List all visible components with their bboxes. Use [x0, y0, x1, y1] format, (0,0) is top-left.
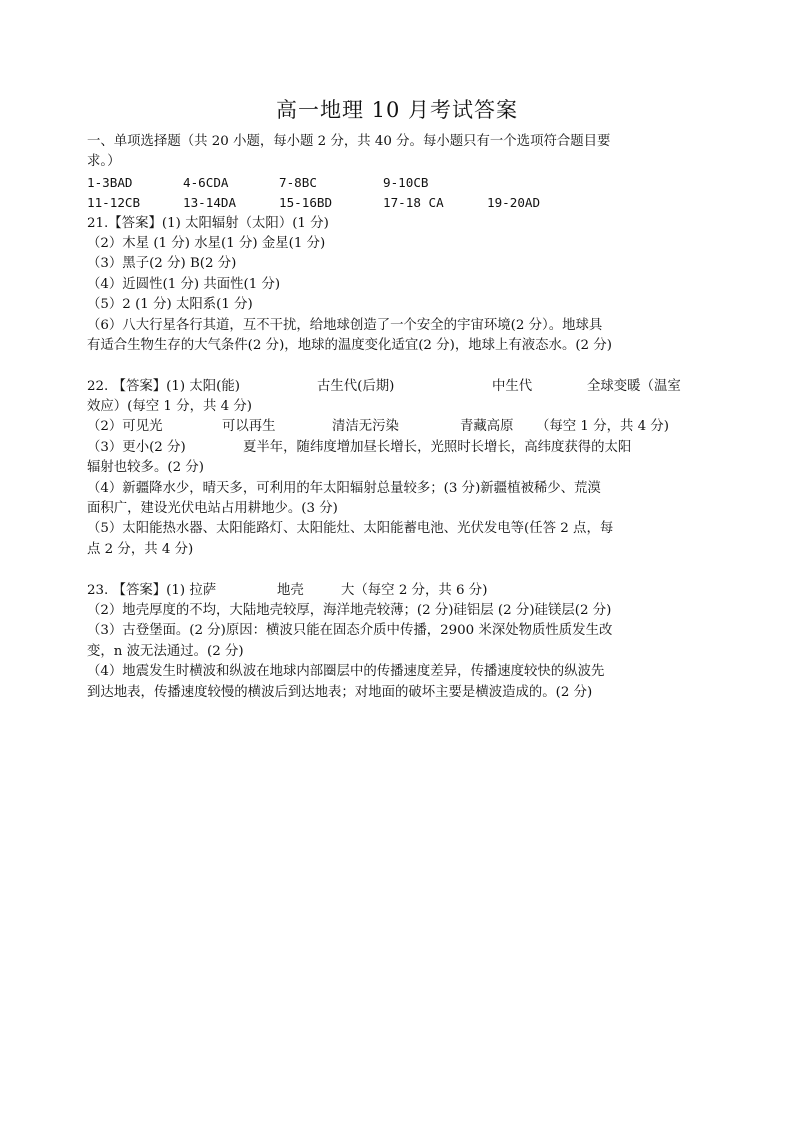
mc-answer: 17-18 CA — [383, 195, 444, 211]
q22-line-7: 面积广，建设光伏电站占用耕地少。(3 分) — [87, 501, 338, 517]
q22-line-8: （5）太阳能热水器、太阳能路灯、太阳能灶、太阳能蓄电池、光伏发电等(任答 2 点，每 — [87, 521, 614, 537]
q22-line-9: 点 2 分，共 4 分) — [87, 541, 194, 557]
mc-answer: 19-20AD — [487, 195, 541, 211]
mc-answer: 1-3BAD — [87, 174, 133, 190]
q22-answer-4a: （3）更小(2 分) — [87, 439, 186, 455]
q21-line-2: （2）木星 (1 分) 水星(1 分) 金星(1 分) — [87, 235, 326, 251]
mc-answer: 13-14DA — [183, 195, 237, 211]
q23-answer-1a: 23. 【答案】(1) 拉萨 — [87, 582, 217, 598]
q22-answer-1b: 古生代(后期) — [317, 378, 395, 394]
q22-answer-1c: 中生代 — [492, 378, 533, 394]
q23-line-3: （3）古登堡面。(2 分)原因：横波只能在固态介质中传播，2900 米深处物质性质发生改 — [87, 623, 613, 639]
q23-answer-1b: 地壳 — [277, 582, 304, 598]
q23-line-4: 变，n 波无法通过。(2 分) — [87, 643, 244, 659]
q22-answer-3b: 可以再生 — [222, 419, 276, 435]
q22-answer-3a: （2）可见光 — [87, 419, 163, 435]
mc-answers-row-1 — [87, 173, 707, 193]
mc-answer: 4-6CDA — [183, 174, 229, 190]
q21-line-5: （5）2 (1 分) 太阳系(1 分) — [87, 297, 253, 313]
mc-answers-row-2 — [87, 193, 707, 213]
q22-answer-3d: 青藏高原 — [460, 419, 514, 435]
q22-line-4 — [87, 438, 707, 458]
q22-line-3 — [87, 417, 707, 437]
q21-line-7: 有适合生物生存的大气条件(2 分)，地球的温度变化适宜(2 分)，地球上有液态水。(2 分) — [87, 337, 612, 353]
q21-line-1: 21.【答案】(1) 太阳辐射（太阳）(1 分) — [87, 215, 329, 231]
q22-answer-3e: （每空 1 分，共 4 分) — [536, 419, 670, 435]
spacer — [87, 356, 707, 376]
q23-answer-1c: 大（每空 2 分，共 6 分) — [341, 582, 488, 598]
spacer — [87, 560, 707, 580]
mc-answer: 7-8BC — [279, 174, 317, 190]
mc-answer: 15-16BD — [279, 195, 333, 211]
q22-answer-1d: 全球变暖（温室 — [587, 378, 681, 394]
q22-line-5: 辐射也较多。(2 分) — [87, 460, 204, 476]
q23-line-5: （4）地震发生时横波和纵波在地球内部圈层中的传播速度差异，传播速度较快的纵波先 — [87, 664, 605, 680]
answer-content — [87, 132, 707, 703]
q23-line-1 — [87, 581, 707, 601]
mc-answer: 11-12CB — [87, 195, 141, 211]
q23-line-6: 到达地表，传播速度较慢的横波后到达地表；对地面的破坏主要是横波造成的。(2 分) — [87, 684, 593, 700]
q22-line-2: 效应）(每空 1 分，共 4 分) — [87, 399, 253, 415]
q23-line-2: （2）地壳厚度的不均，大陆地壳较厚，海洋地壳较薄；(2 分)硅铝层 (2 分)硅镁层(2 分) — [87, 602, 612, 618]
q22-answer-4b: 夏半年，随纬度增加昼长增长，光照时长增长，高纬度获得的太阳 — [243, 439, 632, 455]
q21-line-4: （4）近圆性(1 分) 共面性(1 分) — [87, 276, 281, 292]
q22-line-6: （4）新疆降水少，晴天多，可利用的年太阳辐射总量较多；(3 分)新疆植被稀少、荒漠 — [87, 480, 601, 496]
section1-heading-line1: 一、单项选择题（共 20 小题，每小题 2 分，共 40 分。每小题只有一个选项符合题目要 — [87, 134, 611, 149]
q22-line-1 — [87, 377, 707, 397]
q21-line-3: （3）黑子(2 分) B(2 分) — [87, 256, 237, 272]
mc-answer: 9-10CB — [383, 174, 429, 190]
page-title: 高一地理 10 月考试答案 — [275, 98, 519, 122]
section1-heading-line2: 求。） — [87, 154, 121, 170]
q22-answer-3c: 清洁无污染 — [332, 419, 399, 435]
q21-line-6: （6）八大行星各行其道，互不干扰，给地球创造了一个安全的宇宙环境(2 分）。地球具 — [87, 317, 603, 333]
q22-answer-1a: 22. 【答案】(1) 太阳(能) — [87, 378, 240, 394]
